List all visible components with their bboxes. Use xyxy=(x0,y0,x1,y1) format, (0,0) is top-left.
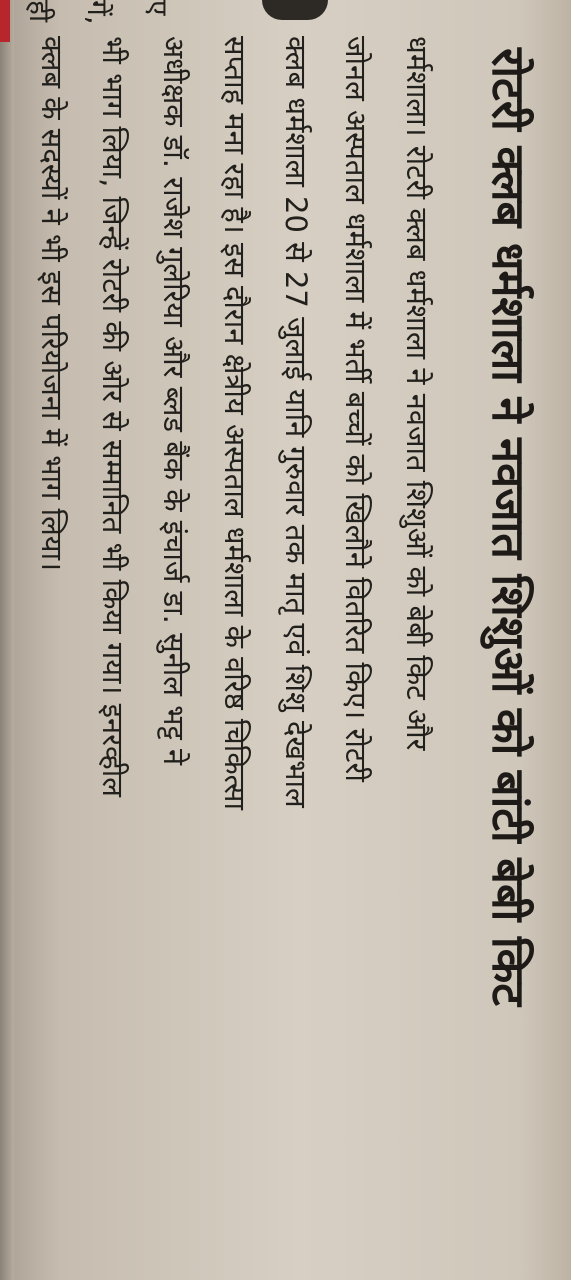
article-body-line: अधीक्षक डॉ. राजेश गुलेरिया और ब्लड बैंक के इंचार्ज डा. सुनील भट्ट ने xyxy=(157,36,191,766)
article-body-line: भी भाग लिया, जिन्हें रोटरी की ओर से सम्मानित भी किया गया। इनरव्हील xyxy=(96,36,130,797)
edge-fragment: ही xyxy=(23,0,56,23)
article-body-line: क्लब धर्मशाला 20 से 27 जुलाई यानि गुरुवार तक मातृ एवं शिशु देखभाल xyxy=(279,36,313,808)
edge-fragment: ए xyxy=(141,0,174,16)
article-body-line: सप्ताह मना रहा है। इस दौरान क्षेत्रीय अस्पताल धर्मशाला के वरिष्ठ चिकित्सा xyxy=(218,36,252,810)
article-body-line: क्लब के सदस्यों ने भी इस परियोजना में भाग लिया। xyxy=(35,36,69,572)
edge-fragment: गें, xyxy=(81,0,114,25)
article-headline: रोटरी क्लब धर्मशाला ने नवजात शिशुओं को बांटी बेबी किट xyxy=(482,48,535,1006)
article-body-line: धर्मशाला। रोटरी क्लब धर्मशाला ने नवजात शिशुओं को बेबी किट और xyxy=(400,36,434,751)
article-body-line: जोनल अस्पताल धर्मशाला में भर्ती बच्चों को खिलौने वितरित किए। रोटरी xyxy=(339,36,373,782)
